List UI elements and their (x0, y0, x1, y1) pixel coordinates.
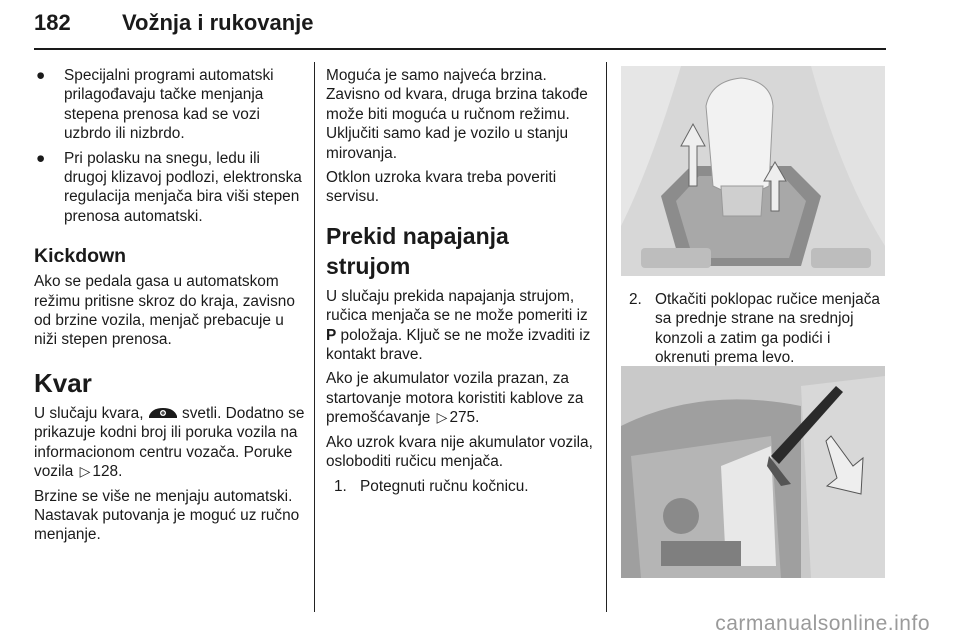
kvar-text: svetli. Dodatno se prikazuje kodni broj ili poruka vozila na informacionom centru vozača. Poruke vozila (34, 404, 305, 481)
text: položaja. Ključ se ne može izvaditi iz kontakt brave. (326, 326, 591, 364)
list-item (34, 149, 306, 227)
step-text: Otkačiti poklopac ručice menjača sa prednje strane na srednjoj konzoli a zatim ga podići i okrenuti prema levo. (655, 291, 880, 367)
kvar-text-2: Brzine se više ne menjaju automatski. Nastavak putovanja je moguć uz ručno menjanje. (34, 487, 300, 544)
gear-lever-figure (621, 66, 885, 276)
section-title: Vožnja i rukovanje (122, 10, 314, 35)
kvar-text: U slučaju kvara, (34, 404, 148, 422)
bullet-text: Specijalni programi automatski prilagođavaju tačke menjanja stepena prenosa kad se vozi uzbrdo ili nizbrdo. (64, 67, 274, 143)
transmission-warning-icon (148, 405, 178, 422)
power-failure-heading: Prekid napajanja strujom (326, 222, 509, 279)
paragraph: Otklon uzroka kvara treba poveriti servisu. (326, 169, 557, 206)
bullet-text: Pri polasku na snegu, ledu ili drugoj klizavoj podlozi, elektronska regulacija menjača bira viši stepen prenosa automatski. (64, 149, 302, 225)
page-reference-link[interactable]: 128. (92, 463, 123, 481)
text: Ako je akumulator vozila prazan, za startovanje motora koristiti kablove za premošćavanje (326, 370, 584, 427)
step-text: Potegnuti ručnu kočnicu. (360, 477, 529, 495)
column-2 (326, 66, 598, 496)
park-position-label: P (326, 326, 337, 344)
page-reference-link[interactable]: 275. (449, 409, 480, 427)
column-3-text (621, 290, 889, 368)
console-cover-figure (621, 366, 885, 578)
column-divider-left (314, 62, 315, 612)
paragraph (326, 287, 598, 365)
step-item (621, 290, 889, 368)
reference-arrow-icon: ▷ (79, 463, 91, 480)
bullet-icon: ● (36, 67, 46, 84)
header-rule (34, 48, 886, 50)
column-divider-right (606, 62, 607, 612)
page-number: 182 (34, 10, 71, 35)
step-item (326, 477, 598, 496)
reference-arrow-icon: ▷ (436, 409, 448, 426)
paragraph: Moguća je samo najveća brzina. Zavisno od kvara, druga brzina takođe može biti moguća u ručnom režimu. Uključiti samo kad je vozilo u stanju mirovanja. (326, 67, 588, 162)
paragraph (326, 369, 598, 427)
kvar-heading: Kvar (34, 367, 92, 398)
list-item (34, 66, 306, 144)
kickdown-text: Ako se pedala gasa u automatskom režimu pritisne skroz do kraja, zavisno od brzine vozila, menjač prebacuje u niži stepen prenosa. (34, 273, 295, 349)
paragraph: Ako uzrok kvara nije akumulator vozila, osloboditi ručicu menjača. (326, 433, 593, 471)
column-1 (34, 66, 306, 550)
step-number: 1. (334, 477, 347, 495)
text: U slučaju prekida napajanja strujom, ručica menjača se ne može pomeriti iz (326, 287, 588, 325)
page-header (34, 2, 886, 50)
kvar-paragraph (34, 404, 306, 482)
watermark: carmanualsonline.info (715, 612, 930, 635)
bullet-icon: ● (36, 149, 46, 167)
step-number: 2. (629, 291, 642, 308)
kickdown-heading: Kickdown (34, 245, 127, 268)
